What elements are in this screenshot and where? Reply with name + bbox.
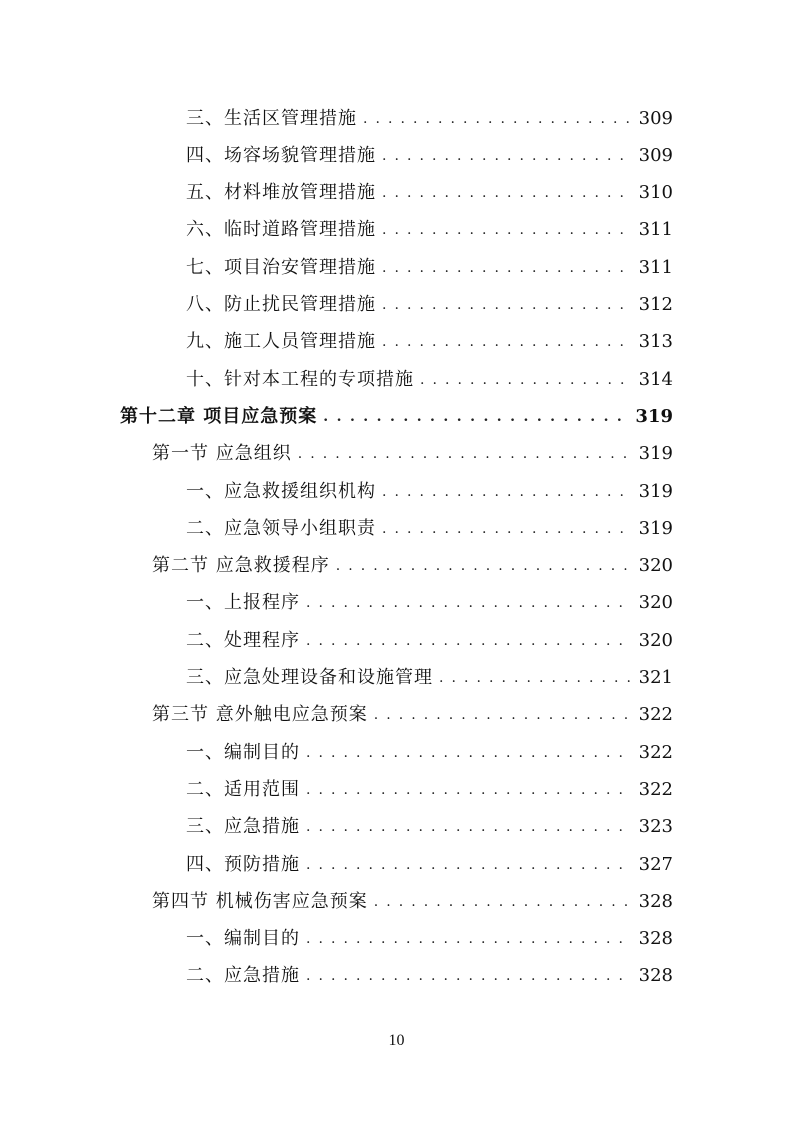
toc-dot-leader	[306, 781, 631, 799]
toc-entry-title: 二、应急措施	[186, 965, 300, 987]
toc-entry[interactable]	[186, 510, 673, 547]
toc-entry[interactable]	[152, 697, 673, 734]
toc-dot-leader	[382, 147, 631, 165]
toc-entry-title: 第二节 应急救援程序	[152, 555, 330, 577]
toc-dot-leader	[306, 632, 631, 650]
toc-entry[interactable]	[186, 734, 673, 771]
toc-entry-title: 三、生活区管理措施	[186, 107, 357, 129]
toc-entry-title: 二、处理程序	[186, 629, 300, 651]
toc-dot-leader	[420, 371, 631, 389]
toc-entry-page: 320	[638, 629, 673, 651]
toc-entry-page: 312	[638, 294, 673, 315]
toc-dot-leader	[374, 893, 631, 911]
toc-dot-leader	[382, 333, 631, 351]
toc-entry-title: 十、针对本工程的专项措施	[186, 368, 414, 390]
toc-dot-leader	[382, 483, 631, 501]
toc-entry[interactable]	[152, 436, 673, 473]
toc-entry-title: 一、编制目的	[186, 741, 300, 763]
toc-dot-leader	[306, 744, 631, 762]
toc-entry-page: 328	[638, 965, 673, 987]
toc-dot-leader	[306, 856, 631, 874]
toc-entry-title: 七、项目治安管理措施	[186, 256, 376, 278]
toc-entry-page: 314	[638, 368, 673, 390]
toc-entry[interactable]	[186, 100, 673, 137]
toc-entry-page: 319	[638, 517, 673, 539]
toc-entry-title: 三、应急处理设备和设施管理	[186, 667, 433, 688]
toc-dot-leader	[306, 818, 631, 836]
toc-entry[interactable]	[186, 137, 673, 174]
toc-entry-title: 一、应急救援组织机构	[186, 480, 376, 502]
toc-entry-page: 313	[638, 331, 673, 353]
toc-entry-page: 328	[638, 890, 673, 912]
toc-entry-page: 322	[638, 741, 673, 763]
toc-entry-title: 第四节 机械伤害应急预案	[152, 890, 368, 912]
toc-entry[interactable]	[186, 622, 673, 659]
toc-dot-leader	[439, 669, 631, 687]
toc-entry-page: 322	[638, 704, 673, 726]
toc-entry-page: 319	[638, 443, 673, 465]
toc-entry-page: 309	[638, 107, 673, 129]
toc-entry-page: 309	[638, 144, 673, 166]
toc-entry[interactable]	[186, 175, 673, 212]
toc-dot-leader	[382, 296, 631, 314]
toc-entry-title: 二、适用范围	[186, 778, 300, 800]
toc-dot-leader	[382, 221, 631, 239]
toc-entry[interactable]	[152, 883, 673, 920]
toc-entry[interactable]	[186, 585, 673, 622]
toc-entry-title: 九、施工人员管理措施	[186, 331, 376, 353]
toc-entry-title: 八、防止扰民管理措施	[186, 294, 376, 315]
toc-entry[interactable]	[186, 324, 673, 361]
toc-dot-leader	[363, 110, 631, 128]
toc-entry-title: 二、应急领导小组职责	[186, 517, 376, 539]
toc-dot-leader	[306, 967, 631, 985]
toc-entry[interactable]	[186, 660, 673, 697]
toc-entry-page: 320	[638, 555, 673, 577]
toc-entry[interactable]	[186, 771, 673, 808]
toc-entry-title: 一、编制目的	[186, 928, 300, 950]
toc-entry-title: 一、上报程序	[186, 592, 300, 614]
toc-entry[interactable]	[186, 846, 673, 883]
toc-entry-title: 四、预防措施	[186, 853, 300, 875]
toc-entry[interactable]	[186, 249, 673, 286]
toc-entry-page: 328	[638, 928, 673, 950]
toc-entry-page: 311	[638, 219, 673, 241]
toc-entry[interactable]	[186, 361, 673, 398]
toc-entry-title: 第十二章 项目应急预案	[120, 405, 318, 427]
toc-entry-page: 311	[638, 256, 673, 278]
toc-dot-leader	[382, 520, 631, 538]
toc-entry[interactable]	[186, 212, 673, 249]
toc-dot-leader	[382, 259, 631, 277]
page-number: 10	[388, 1032, 405, 1049]
toc-dot-leader	[382, 184, 631, 202]
toc-entry-page: 320	[638, 592, 673, 614]
toc-entry-title: 四、场容场貌管理措施	[186, 144, 376, 166]
toc-dot-leader	[323, 408, 627, 426]
toc-entry[interactable]	[186, 921, 673, 958]
toc-entry[interactable]	[120, 398, 673, 435]
toc-entry-title: 三、应急措施	[186, 816, 300, 838]
toc-entry-page: 327	[638, 853, 673, 875]
toc-entry[interactable]	[186, 958, 673, 995]
toc-dot-leader	[298, 445, 631, 463]
toc-entry-page: 319	[635, 405, 673, 427]
toc-entry-title: 第一节 应急组织	[152, 443, 292, 465]
toc-entry-title: 六、临时道路管理措施	[186, 219, 376, 241]
toc-entry[interactable]	[186, 287, 673, 324]
toc-entry[interactable]	[152, 548, 673, 585]
toc-entry-page: 319	[638, 480, 673, 502]
toc-entry[interactable]	[186, 473, 673, 510]
toc-entry[interactable]	[186, 809, 673, 846]
toc-entry-title: 第三节 意外触电应急预案	[152, 704, 368, 726]
toc-entry-title: 五、材料堆放管理措施	[186, 182, 376, 204]
toc-dot-leader	[306, 930, 631, 948]
toc-dot-leader	[336, 557, 631, 575]
toc-dot-leader	[374, 706, 631, 724]
toc-dot-leader	[306, 594, 631, 612]
toc-entry-page: 310	[638, 182, 673, 204]
toc-entry-page: 321	[638, 667, 673, 688]
toc-entry-page: 323	[638, 816, 673, 838]
toc-entry-page: 322	[638, 778, 673, 800]
